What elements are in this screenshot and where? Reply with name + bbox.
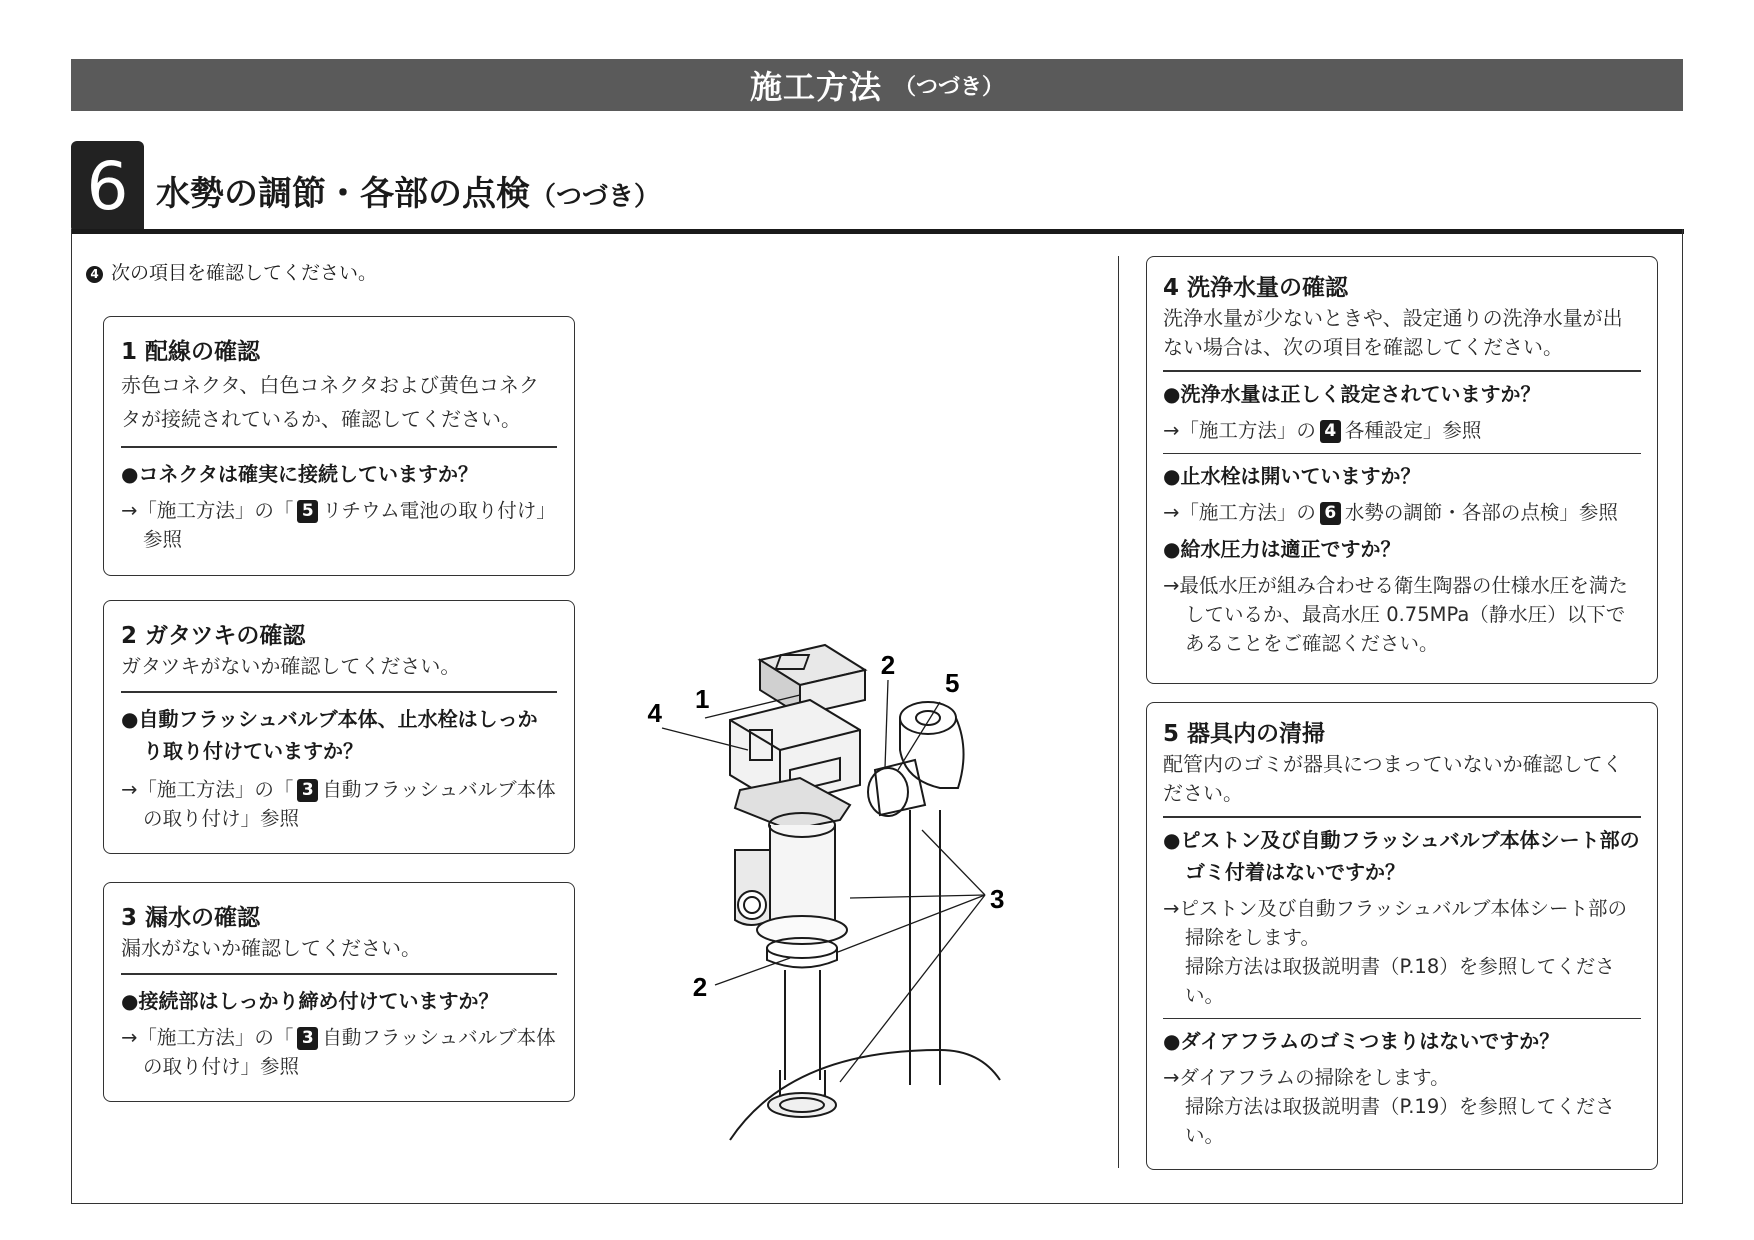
box-description: 洗浄水量が少ないときや、設定通りの洗浄水量が出ない場合は、次の項目を確認してください。	[1163, 306, 1623, 359]
box-title: 4 洗浄水量の確認	[1163, 275, 1349, 301]
check-question: ●止水栓は開いていますか？	[1163, 464, 1421, 488]
check-answer: →ダイアフラムの掃除をします。	[1163, 1066, 1450, 1089]
check-box-wiring	[103, 316, 575, 576]
check-answer	[1163, 498, 1641, 527]
divider	[1163, 453, 1641, 455]
check-answer: →最低水圧が組み合わせる衛生陶器の仕様水圧を満たしているか、最高水圧 0.75MPa（静水圧）以下であることをご確認ください。	[1163, 574, 1628, 655]
check-question: ●接続部はしっかり締め付けていますか？	[121, 988, 499, 1013]
header-band	[71, 59, 1683, 111]
answer-suffix: 自動フラッシュバルブ本体の取り付け」参照	[143, 1025, 556, 1078]
section-subtitle: （つづき）	[530, 182, 661, 212]
box-title: 1 配線の確認	[121, 339, 261, 365]
check-box-flush-volume	[1146, 256, 1658, 684]
intro-line	[86, 258, 377, 285]
box-title: 5 器具内の清掃	[1163, 721, 1326, 747]
step-number-badge: 3	[297, 779, 318, 802]
flush-valve-illustration	[640, 630, 1040, 1150]
answer-suffix: 各種設定」参照	[1344, 418, 1482, 442]
divider	[121, 691, 557, 693]
divider	[121, 446, 557, 448]
intro-text: 次の項目を確認してください。	[111, 262, 378, 284]
callout-4: 4	[647, 698, 662, 728]
check-answer-note: 掃除方法は取扱説明書（P.19）を参照してください。	[1185, 1095, 1615, 1147]
check-question: ●コネクタは確実に接続していますか？	[121, 461, 479, 486]
header-subtitle: （つづき）	[894, 74, 1005, 100]
check-answer	[121, 775, 557, 833]
check-answer	[121, 496, 557, 554]
column-divider	[1118, 256, 1119, 1168]
section-number: 6	[71, 141, 144, 233]
callout-5: 5	[945, 668, 960, 698]
check-question: ●ピストン及び自動フラッシュバルブ本体シート部のゴミ付着はないですか？	[1163, 827, 1640, 884]
step-number-badge: 4	[1320, 420, 1341, 443]
check-box-leak	[103, 882, 575, 1102]
box-title: 3 漏水の確認	[121, 905, 261, 931]
section-title	[156, 166, 660, 215]
check-answer-note: 掃除方法は取扱説明書（P.18）を参照してください。	[1185, 954, 1615, 1007]
answer-suffix: リチウム電池の取り付け」参照	[143, 498, 556, 551]
box-description: 配管内のゴミが器具につまっていないか確認してください。	[1163, 752, 1623, 805]
check-box-wobble	[103, 600, 575, 854]
check-question: ●洗浄水量は正しく設定されていますか？	[1163, 381, 1541, 406]
box-description: 赤色コネクタ、白色コネクタおよび黄色コネクタが接続されているか、確認してください。	[121, 373, 539, 431]
step-number-badge: 5	[297, 500, 318, 523]
check-box-cleaning	[1146, 702, 1658, 1170]
callout-1: 1	[695, 684, 710, 714]
section-title-text: 水勢の調節・各部の点検	[156, 174, 530, 214]
check-answer	[121, 1023, 557, 1081]
check-question: ●給水圧力は適正ですか？	[1163, 537, 1401, 561]
step-marker: 4	[86, 266, 103, 283]
callout-2-top: 2	[880, 650, 896, 680]
answer-suffix: 自動フラッシュバルブ本体の取り付け」参照	[143, 777, 556, 830]
callout-2-bottom: 2	[692, 972, 708, 1002]
box-title: 2 ガタツキの確認	[121, 623, 306, 649]
check-answer	[1163, 416, 1641, 445]
answer-prefix: →「施工方法」の「	[121, 1025, 294, 1049]
divider	[1163, 370, 1641, 372]
answer-prefix: →「施工方法」の「	[121, 498, 294, 522]
answer-prefix: →「施工方法」の「	[121, 777, 294, 801]
answer-prefix: →「施工方法」の	[1163, 501, 1316, 524]
check-answer: →ピストン及び自動フラッシュバルブ本体シート部の掃除をします。	[1163, 896, 1628, 949]
step-number-badge: 6	[1320, 502, 1341, 525]
header-title: 施工方法	[749, 68, 882, 106]
box-description: ガタツキがないか確認してください。	[121, 654, 461, 678]
check-question: ●自動フラッシュバルブ本体、止水栓はしっかり取り付けていますか？	[121, 706, 538, 763]
callout-3: 3	[990, 884, 1005, 914]
check-question: ●ダイアフラムのゴミつまりはないですか？	[1163, 1029, 1560, 1053]
step-number-badge: 3	[297, 1027, 318, 1050]
answer-suffix: 水勢の調節・各部の点検」参照	[1344, 501, 1618, 524]
divider	[1163, 816, 1641, 818]
divider	[1163, 1018, 1641, 1020]
divider	[121, 973, 557, 975]
answer-prefix: →「施工方法」の	[1163, 418, 1316, 442]
box-description: 漏水がないか確認してください。	[121, 936, 421, 960]
